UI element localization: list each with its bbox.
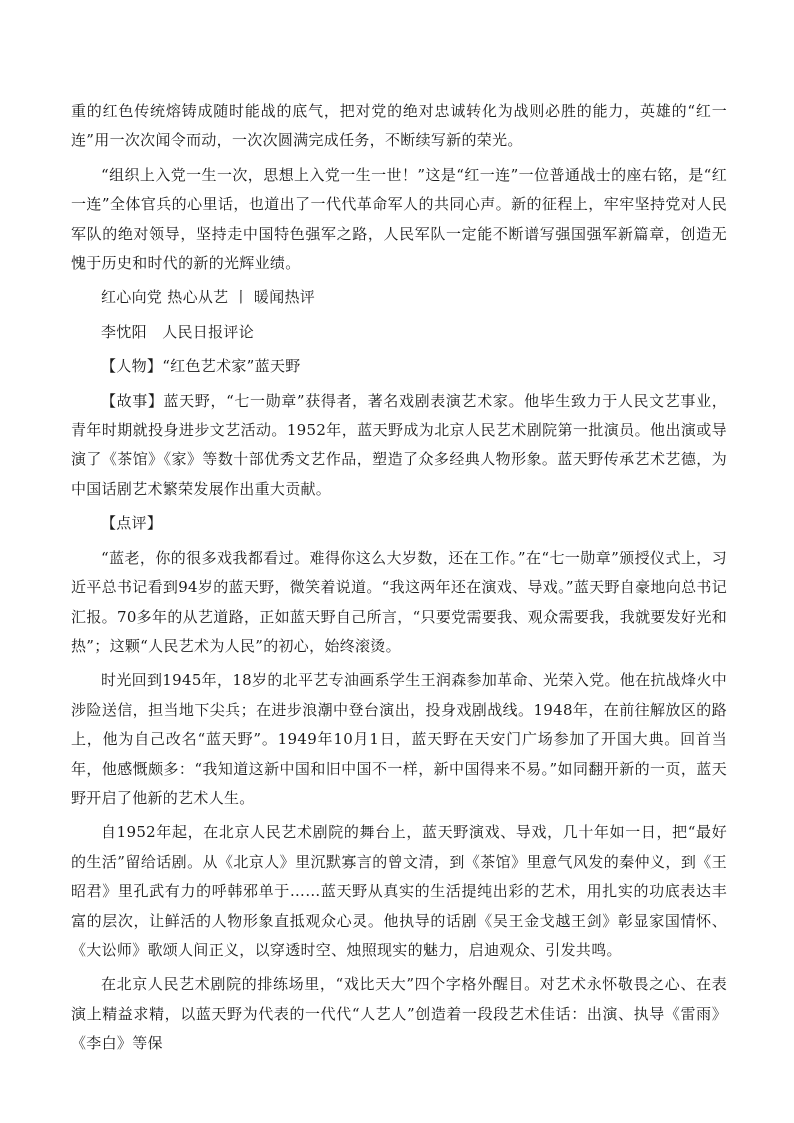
section-comment-heading: 【点评】 bbox=[101, 514, 163, 533]
paragraph-comment: “蓝老，你的很多戏我都看过。难得你这么大岁数，还在工作。”在“七一勋章”颁授仪式上，习近平总书记看到94岁的蓝天野，微笑着说道。“我这两年还在演戏、导戏。”蓝天野自豪地向总书记汇报。70多年的从艺道路，正如蓝天野自己所言，“只要党需要我、观众需要我，我就要发好光和热”；这颗“人民艺术为人民”的初心，始终滚烫。 bbox=[71, 548, 727, 655]
section-person: 【人物】“红色艺术家”蓝天野 bbox=[101, 357, 301, 376]
section-story: 【故事】蓝天野，“七一勋章”获得者，著名戏剧表演艺术家。他毕生致力于人民文艺事业，青年时期就投身进步文艺活动。1952年，蓝天野成为北京人民艺术剧院第一批演员。他出演或导演了《茶馆》《家》等数十部优秀文艺作品，塑造了众多经典人物形象。蓝天野传承艺术艺德，为中国话剧艺术繁荣发展作出重大贡献。 bbox=[71, 391, 727, 498]
article-title: 红心向党 热心从艺 丨 暖闻热评 bbox=[101, 288, 316, 307]
article-body bbox=[71, 97, 727, 1059]
paragraph-rehearsal: 在北京人民艺术剧院的排练场里，“戏比天大”四个字格外醒目。对艺术永怀敬畏之心、在表演上精益求精，以蓝天野为代表的一代代“人艺人”创造着一段段艺术佳话：出演、执导《雷雨》《李白》等保 bbox=[71, 975, 727, 1053]
article-byline: 李忱阳 人民日报评论 bbox=[101, 322, 255, 341]
paragraph-history: 时光回到1945年，18岁的北平艺专油画系学生王润森参加革命、光荣入党。他在抗战烽火中涉险送信，担当地下尖兵；在进步浪潮中登台演出，投身戏剧战线。1948年，在前往解放区的路上，他为自己改名“蓝天野”。1949年10月1日，蓝天野在天安门广场参加了开国大典。回首当年，他感慨颇多：“我知道这新中国和旧中国不一样，新中国得来不易。”如同翻开新的一页，蓝天野开启了他新的艺术人生。 bbox=[71, 671, 727, 807]
paragraph-motto: “组织上入党一生一次，思想上入党一生一世！”这是“红一连”一位普通战士的座右铭，是“红一连”全体官兵的心里话，也道出了一代代革命军人的共同心声。新的征程上，牢牢坚持党对人民军队的绝对领导，坚持走中国特色强军之路，人民军队一定能不断谱写强国强军新篇章，创造无愧于历史和时代的新的光辉业绩。 bbox=[71, 165, 727, 273]
paragraph-continuation: 重的红色传统熔铸成随时能战的底气，把对党的绝对忠诚转化为战则必胜的能力，英雄的“红一连”用一次次闻令而动，一次次圆满完成任务，不断续写新的荣光。 bbox=[71, 102, 727, 150]
paragraph-career: 自1952年起，在北京人民艺术剧院的舞台上，蓝天野演戏、导戏，几十年如一日，把“最好的生活”留给话剧。从《北京人》里沉默寡言的曾文清，到《茶馆》里意气风发的秦仲义，到《王昭君》里孔武有力的呼韩邪单于……蓝天野从真实的生活提纯出彩的艺术，用扎实的功底表达丰富的层次，让鲜活的人物形象直抵观众心灵。他执导的话剧《吴王金戈越王剑》彰显家国情怀、《大讼师》歌颂人间正义，以穿透时空、烛照现实的魅力，启迪观众、引发共鸣。 bbox=[71, 823, 727, 959]
